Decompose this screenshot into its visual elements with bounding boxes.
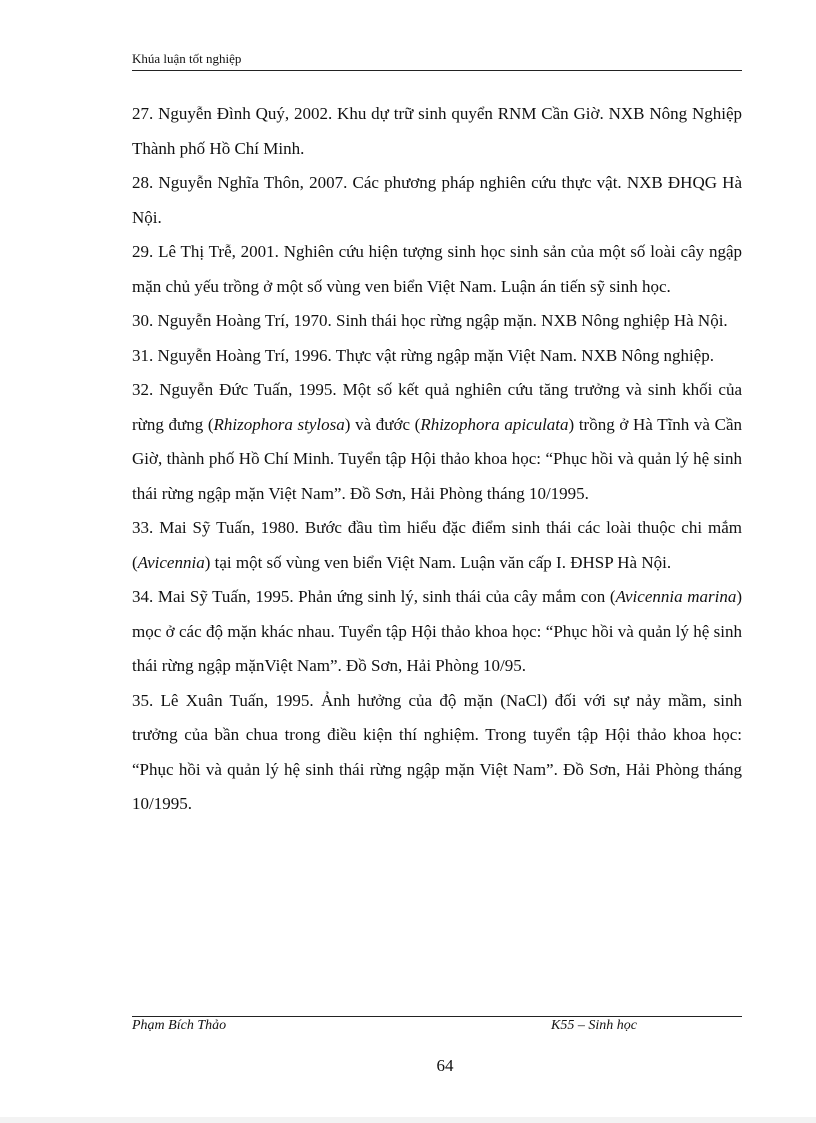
reference-text: ) tại một số vùng ven biển Việt Nam. Luận văn cấp I. ĐHSP Hà Nội. (204, 552, 672, 572)
reference-list (132, 97, 742, 822)
reference-item (132, 339, 742, 374)
reference-text: ) mọc ở các độ mặn khác nhau. Tuyển tập Hội thảo khoa học: “Phục hồi và quản lý hệ sinh thái rừng ngập mặnViệt Nam”. Đồ Sơn, Hải Phòng 10/95. (132, 587, 742, 675)
header-rule (132, 70, 742, 71)
footer-author: Phạm Bích Thảo (132, 1018, 227, 1033)
reference-text: ) và đước ( (344, 414, 421, 434)
species-name: Rhizophora stylosa (213, 414, 345, 434)
reference-text: 27. Nguyễn Đình Quý, 2002. Khu dự trữ sinh quyển RNM Cần Giờ. NXB Nông Nghiệp Thành phố Hồ Chí Minh. (132, 104, 742, 158)
species-name: Rhizophora apiculata (420, 414, 569, 434)
reference-text: 28. Nguyễn Nghĩa Thôn, 2007. Các phương pháp nghiên cứu thực vật. NXB ĐHQG Hà Nội. (132, 173, 742, 227)
reference-text: 30. Nguyễn Hoàng Trí, 1970. Sinh thái học rừng ngập mặn. NXB Nông nghiệp Hà Nội. (132, 311, 728, 330)
reference-item (132, 580, 742, 684)
reference-item (132, 304, 742, 339)
species-name: Avicennia (137, 552, 205, 572)
reference-item (132, 166, 742, 235)
reference-text: 34. Mai Sỹ Tuấn, 1995. Phản ứng sinh lý, sinh thái của cây mắm con ( (132, 587, 616, 606)
reference-text: ) trồng ở Hà Tĩnh và Cần Giờ, thành phố Hồ Chí Minh. Tuyển tập Hội thảo khoa học: “Phục hồi và quản lý hệ sinh thái rừng ngập mặn Việt Nam”. Đồ Sơn, Hải Phòng tháng 10/1995. (132, 414, 742, 503)
reference-item (132, 373, 742, 511)
reference-item (132, 97, 742, 166)
reference-text: 32. Nguyễn Đức Tuấn, 1995. Một số kết quả nghiên cứu tăng trưởng và sinh khối của rừng đưng ( (132, 380, 742, 434)
reference-item (132, 511, 742, 580)
scan-edge (0, 1117, 816, 1123)
reference-text: 29. Lê Thị Trễ, 2001. Nghiên cứu hiện tượng sinh học sinh sản của một số loài cây ngập mặn chủ yếu trồng ở một số vùng ven biển Việt Nam. Luận án tiến sỹ sinh học. (132, 242, 742, 296)
page-number: 64 (436, 1056, 454, 1075)
reference-text: 35. Lê Xuân Tuấn, 1995. Ảnh hưởng của độ mặn (NaCl) đối với sự nảy mầm, sinh trưởng của bần chua trong điều kiện thí nghiệm. Trong tuyển tập Hội thảo khoa học: “Phục hồi và quản lý hệ sinh thái rừng ngập mặn Việt Nam”. Đồ Sơn, Hải Phòng tháng 10/1995. (132, 690, 742, 813)
reference-item (132, 235, 742, 304)
reference-text: 31. Nguyễn Hoàng Trí, 1996. Thực vật rừng ngập mặn Việt Nam. NXB Nông nghiệp. (132, 345, 714, 365)
running-header: Khúa luận tốt nghiệp (132, 51, 242, 66)
reference-item (132, 684, 742, 822)
footer-rule (132, 1016, 742, 1017)
reference-text: 33. Mai Sỹ Tuấn, 1980. Bước đầu tìm hiểu đặc điểm sinh thái các loài thuộc chi mắm ( (132, 518, 742, 572)
species-name: Avicennia marina (615, 587, 737, 606)
footer-department: K55 – Sinh học (551, 1018, 637, 1033)
